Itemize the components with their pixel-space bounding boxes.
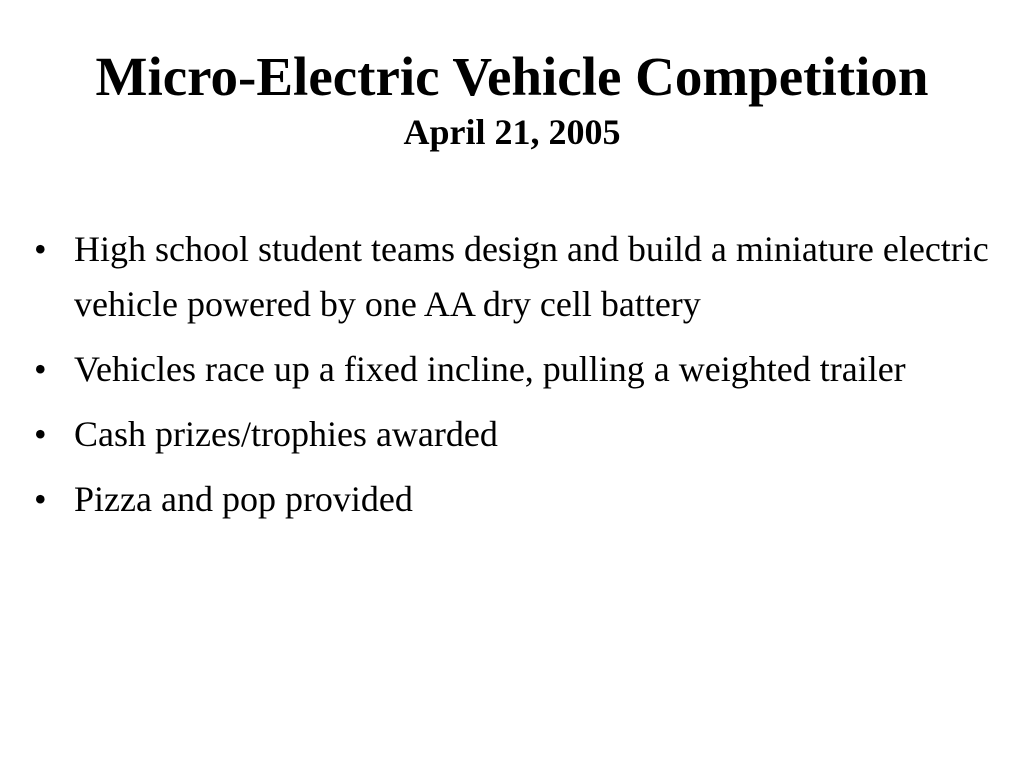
bullet-icon: •	[34, 229, 47, 269]
title-block	[0, 44, 1024, 154]
bullet-text: High school student teams design and build a miniature electric vehicle powered by one AA dry cell battery	[74, 229, 989, 324]
bullet-text: Cash prizes/trophies awarded	[74, 414, 498, 454]
bullet-icon: •	[34, 414, 47, 454]
slide-subtitle-date: April 21, 2005	[403, 112, 621, 152]
bullet-icon: •	[34, 479, 47, 519]
list-item	[34, 342, 1009, 397]
bullet-text: Pizza and pop provided	[74, 479, 413, 519]
bullet-icon: •	[34, 349, 47, 389]
bullet-text: Vehicles race up a fixed incline, pulling a weighted trailer	[74, 349, 906, 389]
list-item	[34, 472, 1009, 527]
list-item	[34, 407, 1009, 462]
bullet-list	[34, 222, 1009, 537]
slide-title: Micro-Electric Vehicle Competition	[95, 46, 929, 107]
list-item	[34, 222, 1009, 332]
